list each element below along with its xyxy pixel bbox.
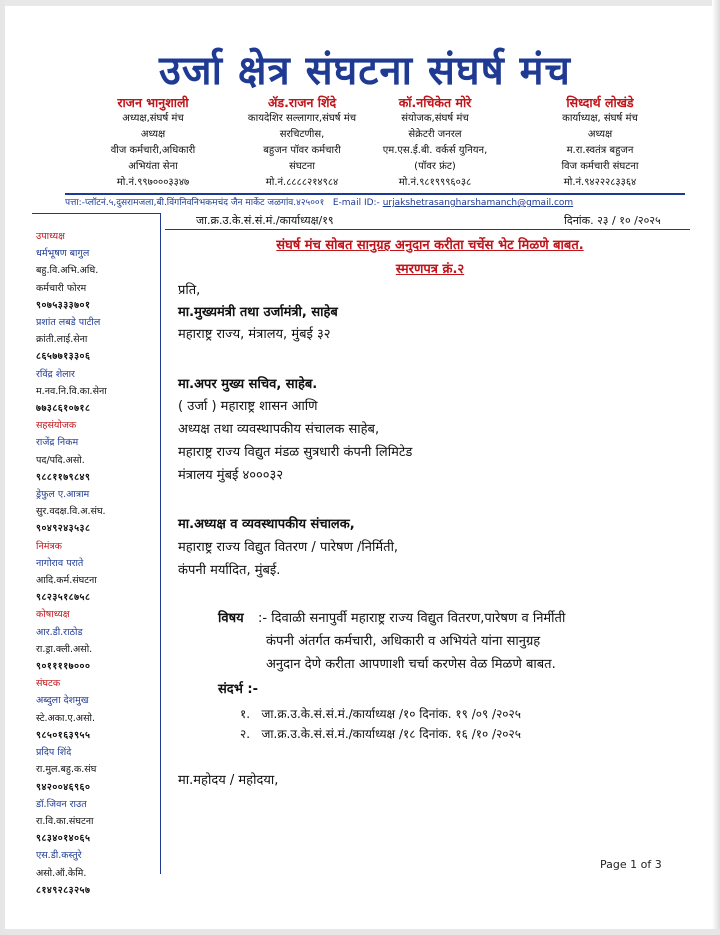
- header-divider: [65, 193, 685, 195]
- signatory-line: विज कर्मचारी संघटना: [561, 161, 639, 172]
- sidebar-name: ड्रेफुल ए.आत्राम: [36, 489, 90, 501]
- signatory-phone: मो.नं.९४२२२८३३६४: [563, 177, 637, 188]
- sidebar-num: ९०४९२४३५३८: [36, 523, 91, 535]
- recipient-2-title: मा.अपर मुख्य सचिव, साहेब.: [178, 377, 318, 392]
- reference-item-number: १.: [240, 707, 251, 721]
- sidebar-num: ९०७५३३३७०१: [36, 299, 91, 311]
- sidebar-name: डॉ.जिवन राउत: [36, 798, 87, 810]
- reference-divider: [165, 229, 690, 230]
- reference-item-2: [240, 725, 521, 742]
- signatory-line: कायदेशिर सल्लागार,संघर्ष मंच: [247, 113, 357, 124]
- sidebar-role: निमंत्रक: [36, 540, 62, 552]
- letter-salutation: मा.महोदय / महोदया,: [178, 773, 279, 788]
- signatory-line: सेक्रेटरी जनरल: [408, 129, 462, 140]
- signatory-phone: मो.नं.८८८८२१४९८४: [265, 177, 339, 188]
- signatory-line: कार्याध्यक्ष, संघर्ष मंच: [562, 113, 638, 124]
- subject-label: विषय: [218, 611, 244, 626]
- sidebar-name: रविंद्र शेलार: [36, 368, 75, 380]
- sidebar-num: ९८५०१६३९५५: [36, 729, 91, 741]
- office-bearers-sidebar: [32, 213, 161, 896]
- signatory-phone: मो.नं.९९७०००३३४७: [116, 177, 190, 188]
- signatory-line: अध्यक्ष,संघर्ष मंच: [122, 113, 184, 124]
- sandarbh-separator: :-: [247, 682, 258, 697]
- reference-item-number: २.: [240, 727, 251, 741]
- address-line: [65, 196, 705, 210]
- sidebar-num: ९४२००४६९६०: [36, 781, 91, 793]
- recipient-2-line: ( उर्जा ) महाराष्ट्र शासन आणि: [178, 399, 318, 414]
- signatory-line: अध्यक्ष: [587, 129, 613, 140]
- recipient-3-line: महाराष्ट्र राज्य विद्युत वितरण / पारेषण /निर्मिती,: [178, 540, 399, 555]
- signatory-line: संयोजक,संघर्ष मंच: [401, 113, 469, 124]
- sidebar-name: अब्दुला देशमुख: [36, 695, 89, 707]
- sandarbh-label: [218, 681, 258, 699]
- page-edge-right: [712, 0, 720, 935]
- office-bearers-list: [32, 228, 160, 899]
- signatory-line: अध्यक्ष: [140, 129, 166, 140]
- signatory-2: [222, 95, 382, 191]
- page-edge-bottom: [0, 929, 720, 935]
- sidebar-name: प्रशांत लबडे पाटील: [36, 317, 101, 329]
- subject-line: :- दिवाळी सनापुर्वी महाराष्ट्र राज्य विद्युत वितरण,पारेषण व निर्मीती: [258, 611, 566, 626]
- sidebar-org: रा.ड्रा.क्ली.असो.: [36, 643, 93, 655]
- signatory-name: राजन भानुशाली: [117, 95, 189, 110]
- sidebar-role: उपाध्यक्ष: [36, 231, 65, 242]
- sidebar-num: ९८३४०१४०६५: [36, 833, 91, 845]
- sidebar-name: राजेंद्र निकम: [36, 437, 79, 449]
- organization-title: उर्जा क्षेत्र संघटना संघर्ष मंच: [159, 48, 571, 94]
- recipient-2-line: अध्यक्ष तथा व्यवस्थापकीय संचालक साहेब,: [178, 422, 380, 437]
- sidebar-org: सुर.वदक्ष.वि.अ.संघ.: [36, 506, 106, 518]
- signatory-line: म.रा.स्वतंत्र बहुजन: [566, 145, 634, 156]
- salutation-to: प्रति,: [178, 283, 201, 298]
- sidebar-org: कर्मचारी फोरम: [36, 282, 87, 294]
- signatory-name: ॲड.राजन शिंदे: [267, 95, 337, 110]
- sidebar-org: असो.ऑ.केमि.: [36, 867, 87, 879]
- signatory-3: [360, 95, 510, 191]
- sidebar-num: ९८२३५१८७५८: [36, 592, 91, 604]
- sidebar-name: आर.डी.राठोड: [36, 626, 83, 638]
- signatory-1: [78, 95, 228, 191]
- recipient-3-title: मा.अध्यक्ष व व्यवस्थापकीय संचालक,: [178, 517, 355, 532]
- sidebar-name: धर्मभूषण बागुल: [36, 248, 90, 260]
- sidebar-num: ७७३८६१०७१८: [36, 403, 91, 415]
- page-edge-left: [0, 0, 5, 935]
- signatory-line: बहुजन पॉवर कर्मचारी: [263, 145, 341, 156]
- subject-line: अनुदान देणे करीता आपणाशी चर्चा करणेस वेळ मिळणे बाबत.: [266, 657, 556, 672]
- sidebar-role: कोषाध्यक्ष: [36, 609, 70, 621]
- recipient-1-address: महाराष्ट्र राज्य, मंत्रालय, मुंबई ३२: [178, 327, 331, 342]
- recipient-1-title: मा.मुख्यमंत्री तथा उर्जामंत्री, साहेब: [178, 305, 338, 320]
- recipient-2-line: महाराष्ट्र राज्य विद्युत मंडळ सुत्रधारी कंपनी लिमिटेड: [178, 445, 413, 460]
- reference-item-1: [240, 705, 521, 722]
- sidebar-role: संघटक: [36, 678, 61, 690]
- sidebar-name: नागोराव पराते: [36, 557, 84, 569]
- sidebar-org: आदि.कर्म.संघटना: [36, 575, 97, 587]
- email-link[interactable]: urjakshetrasangharshamanch@gmail.com: [382, 198, 574, 208]
- reference-number: जा.क्र.उ.के.सं.सं.मं./कार्याध्यक्ष/१९: [196, 214, 334, 227]
- sidebar-org: बहु.वि.अभि.अधि.: [36, 265, 99, 277]
- sidebar-org: रा.वि.का.संघटना: [36, 815, 94, 827]
- signatory-line: सरचिटणीस,: [279, 129, 325, 140]
- page-edge-top: [0, 0, 720, 6]
- sidebar-name: प्रदिप शिंदे: [36, 747, 72, 759]
- sidebar-num: ८१४९२८३२५७: [36, 884, 91, 896]
- signatory-4: [520, 95, 680, 191]
- signatory-name: सिध्दार्थ लोखंडे: [566, 95, 634, 110]
- reminder-heading: स्मरणपत्र क्रं.२: [395, 262, 465, 277]
- sidebar-num: ९८८११७९८४९: [36, 471, 91, 483]
- reference-item-text: जा.क्र.उ.के.सं.सं.मं./कार्याध्यक्ष /१० दिनांक. १९ /०९ /२०२५: [261, 707, 522, 721]
- subject-heading: संघर्ष मंच सोबत सानुग्रह अनुदान करीता चर्चेस भेट मिळणे बाबत.: [276, 238, 584, 253]
- signatory-line: वीज कर्मचारी,अधिकारी: [110, 145, 196, 156]
- sandarbh-text: संदर्भ: [218, 682, 243, 697]
- address-text: पत्ता:-प्लॉटनं.५,दुसरामजला,बी.विंगनिवनिभकमचंद जैन मार्केट जळगांव.४२५००१: [65, 198, 325, 208]
- sidebar-name: एस.डी.कस्तुरे: [36, 850, 82, 862]
- signatory-line: एम.एस.ई.बी. वर्कर्स युनियन,: [382, 145, 488, 156]
- sidebar-org: स्टे.अका.ए.असो.: [36, 712, 95, 724]
- sidebar-num: ९०११११७०००: [36, 661, 91, 673]
- sidebar-org: पद/पदि.असो.: [36, 454, 85, 466]
- sidebar-role: सहसंयोजक: [36, 420, 77, 432]
- email-label: E-mail ID:-: [332, 198, 380, 208]
- signatory-line: अभियंता सेना: [128, 161, 178, 172]
- letter-date: दिनांक. २३ / १० /२०२५: [564, 214, 661, 227]
- recipient-2-line: मंत्रालय मुंबई ४०००३२: [178, 468, 284, 483]
- sidebar-org: रा.मुल.बहु.क.संघ: [36, 764, 97, 776]
- sidebar-org: क्रांती.लाई.सेना: [36, 334, 88, 346]
- signatory-line: (पॉवर फ्रंट): [414, 161, 456, 172]
- sidebar-org: म.नव.नि.वि.का.सेना: [36, 385, 107, 397]
- page-number: Page 1 of 3: [600, 858, 662, 871]
- sidebar-num: ८६५७७१३३०६: [36, 351, 91, 363]
- recipient-3-line: कंपनी मर्यादित, मुंबई.: [178, 563, 281, 578]
- signatory-line: संघटना: [289, 161, 315, 172]
- reference-line: [196, 213, 696, 228]
- signatory-name: कॉ.नचिकेत मोरे: [398, 95, 472, 110]
- subject-line: कंपनी अंतर्गत कर्मचारी, अधिकारी व अभियंते यांना सानुग्रह: [266, 634, 541, 649]
- reference-item-text: जा.क्र.उ.के.सं.सं.मं./कार्याध्यक्ष /१८ दिनांक. १६ /१० /२०२५: [261, 727, 522, 741]
- signatory-phone: मो.नं.९८१९९९६०३८: [398, 177, 472, 188]
